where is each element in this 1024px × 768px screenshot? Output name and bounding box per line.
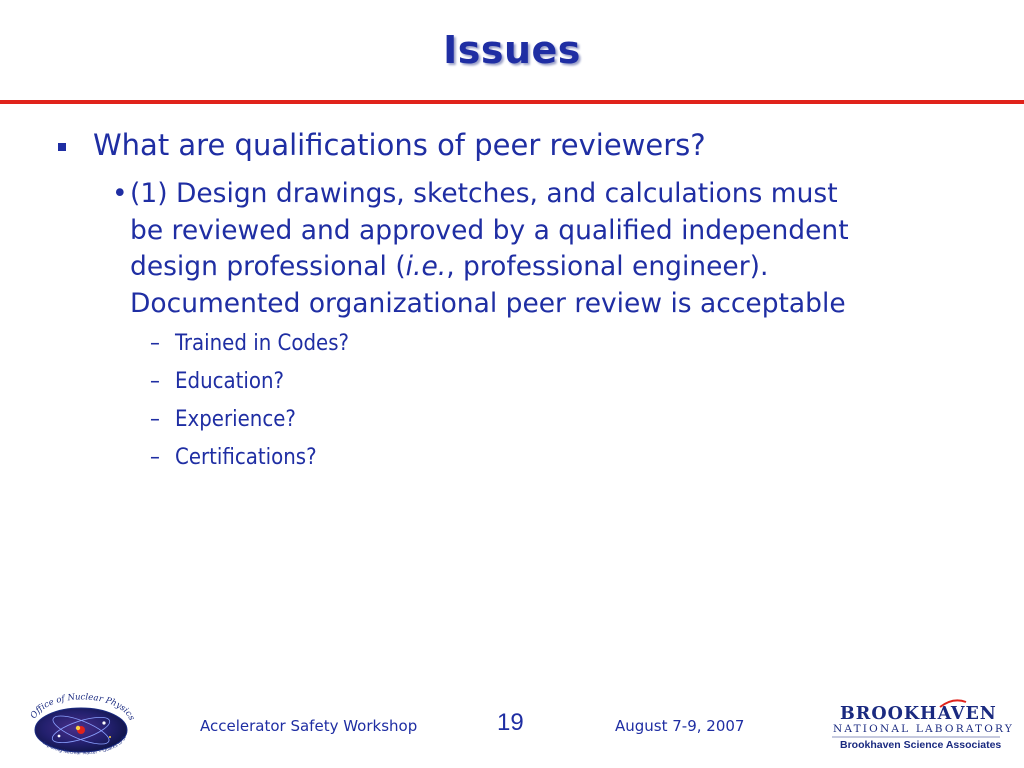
office-of-nuclear-physics-logo	[26, 692, 136, 758]
bullet-level3-text: Trained in Codes?	[175, 331, 350, 356]
brookhaven-subtitle: NATIONAL LABORATORY	[833, 723, 1014, 735]
italic-abbrev: i.e.	[405, 251, 447, 282]
logo-tagline: Exploring Nuclear Matter – Quarks to St	[41, 735, 128, 757]
dash-bullet-icon: –	[150, 331, 160, 356]
title-divider	[0, 100, 1024, 104]
square-bullet-icon	[58, 143, 66, 151]
bullet-level3-text: Certifications?	[175, 445, 317, 470]
text-line	[130, 249, 970, 286]
bullet-text: What are qualifications of peer reviewers?	[93, 128, 706, 162]
slide-title: Issues	[443, 28, 581, 72]
bullet-level3	[150, 369, 284, 394]
dash-bullet-icon: –	[150, 407, 160, 432]
text-fragment: , professional engineer).	[446, 251, 769, 282]
text-line: be reviewed and approved by a qualified independent	[130, 214, 849, 246]
dash-bullet-icon: –	[150, 445, 160, 470]
text-line: Documented organizational peer review is acceptable	[130, 287, 846, 319]
page-number: 19	[497, 709, 524, 736]
dash-bullet-icon: –	[150, 369, 160, 394]
round-bullet-icon: •	[112, 178, 128, 209]
bullet-level3	[150, 445, 317, 470]
bullet-level3	[150, 407, 296, 432]
bullet-level3-text: Education?	[175, 369, 285, 394]
brookhaven-wordmark: BROOKHAVEN	[840, 704, 997, 724]
bullet-level3	[150, 331, 349, 356]
brookhaven-associates: Brookhaven Science Associates	[840, 739, 1002, 751]
bullet-level2-text	[130, 176, 970, 322]
logo-lettering: Office of Nuclear Physics	[28, 692, 136, 722]
footer-event: Accelerator Safety Workshop	[200, 717, 418, 735]
footer-date: August 7-9, 2007	[615, 717, 745, 735]
text-fragment: design professional (	[130, 251, 406, 282]
text-line: (1) Design drawings, sketches, and calculations must	[130, 178, 838, 209]
bullet-level3-text: Experience?	[175, 407, 296, 432]
